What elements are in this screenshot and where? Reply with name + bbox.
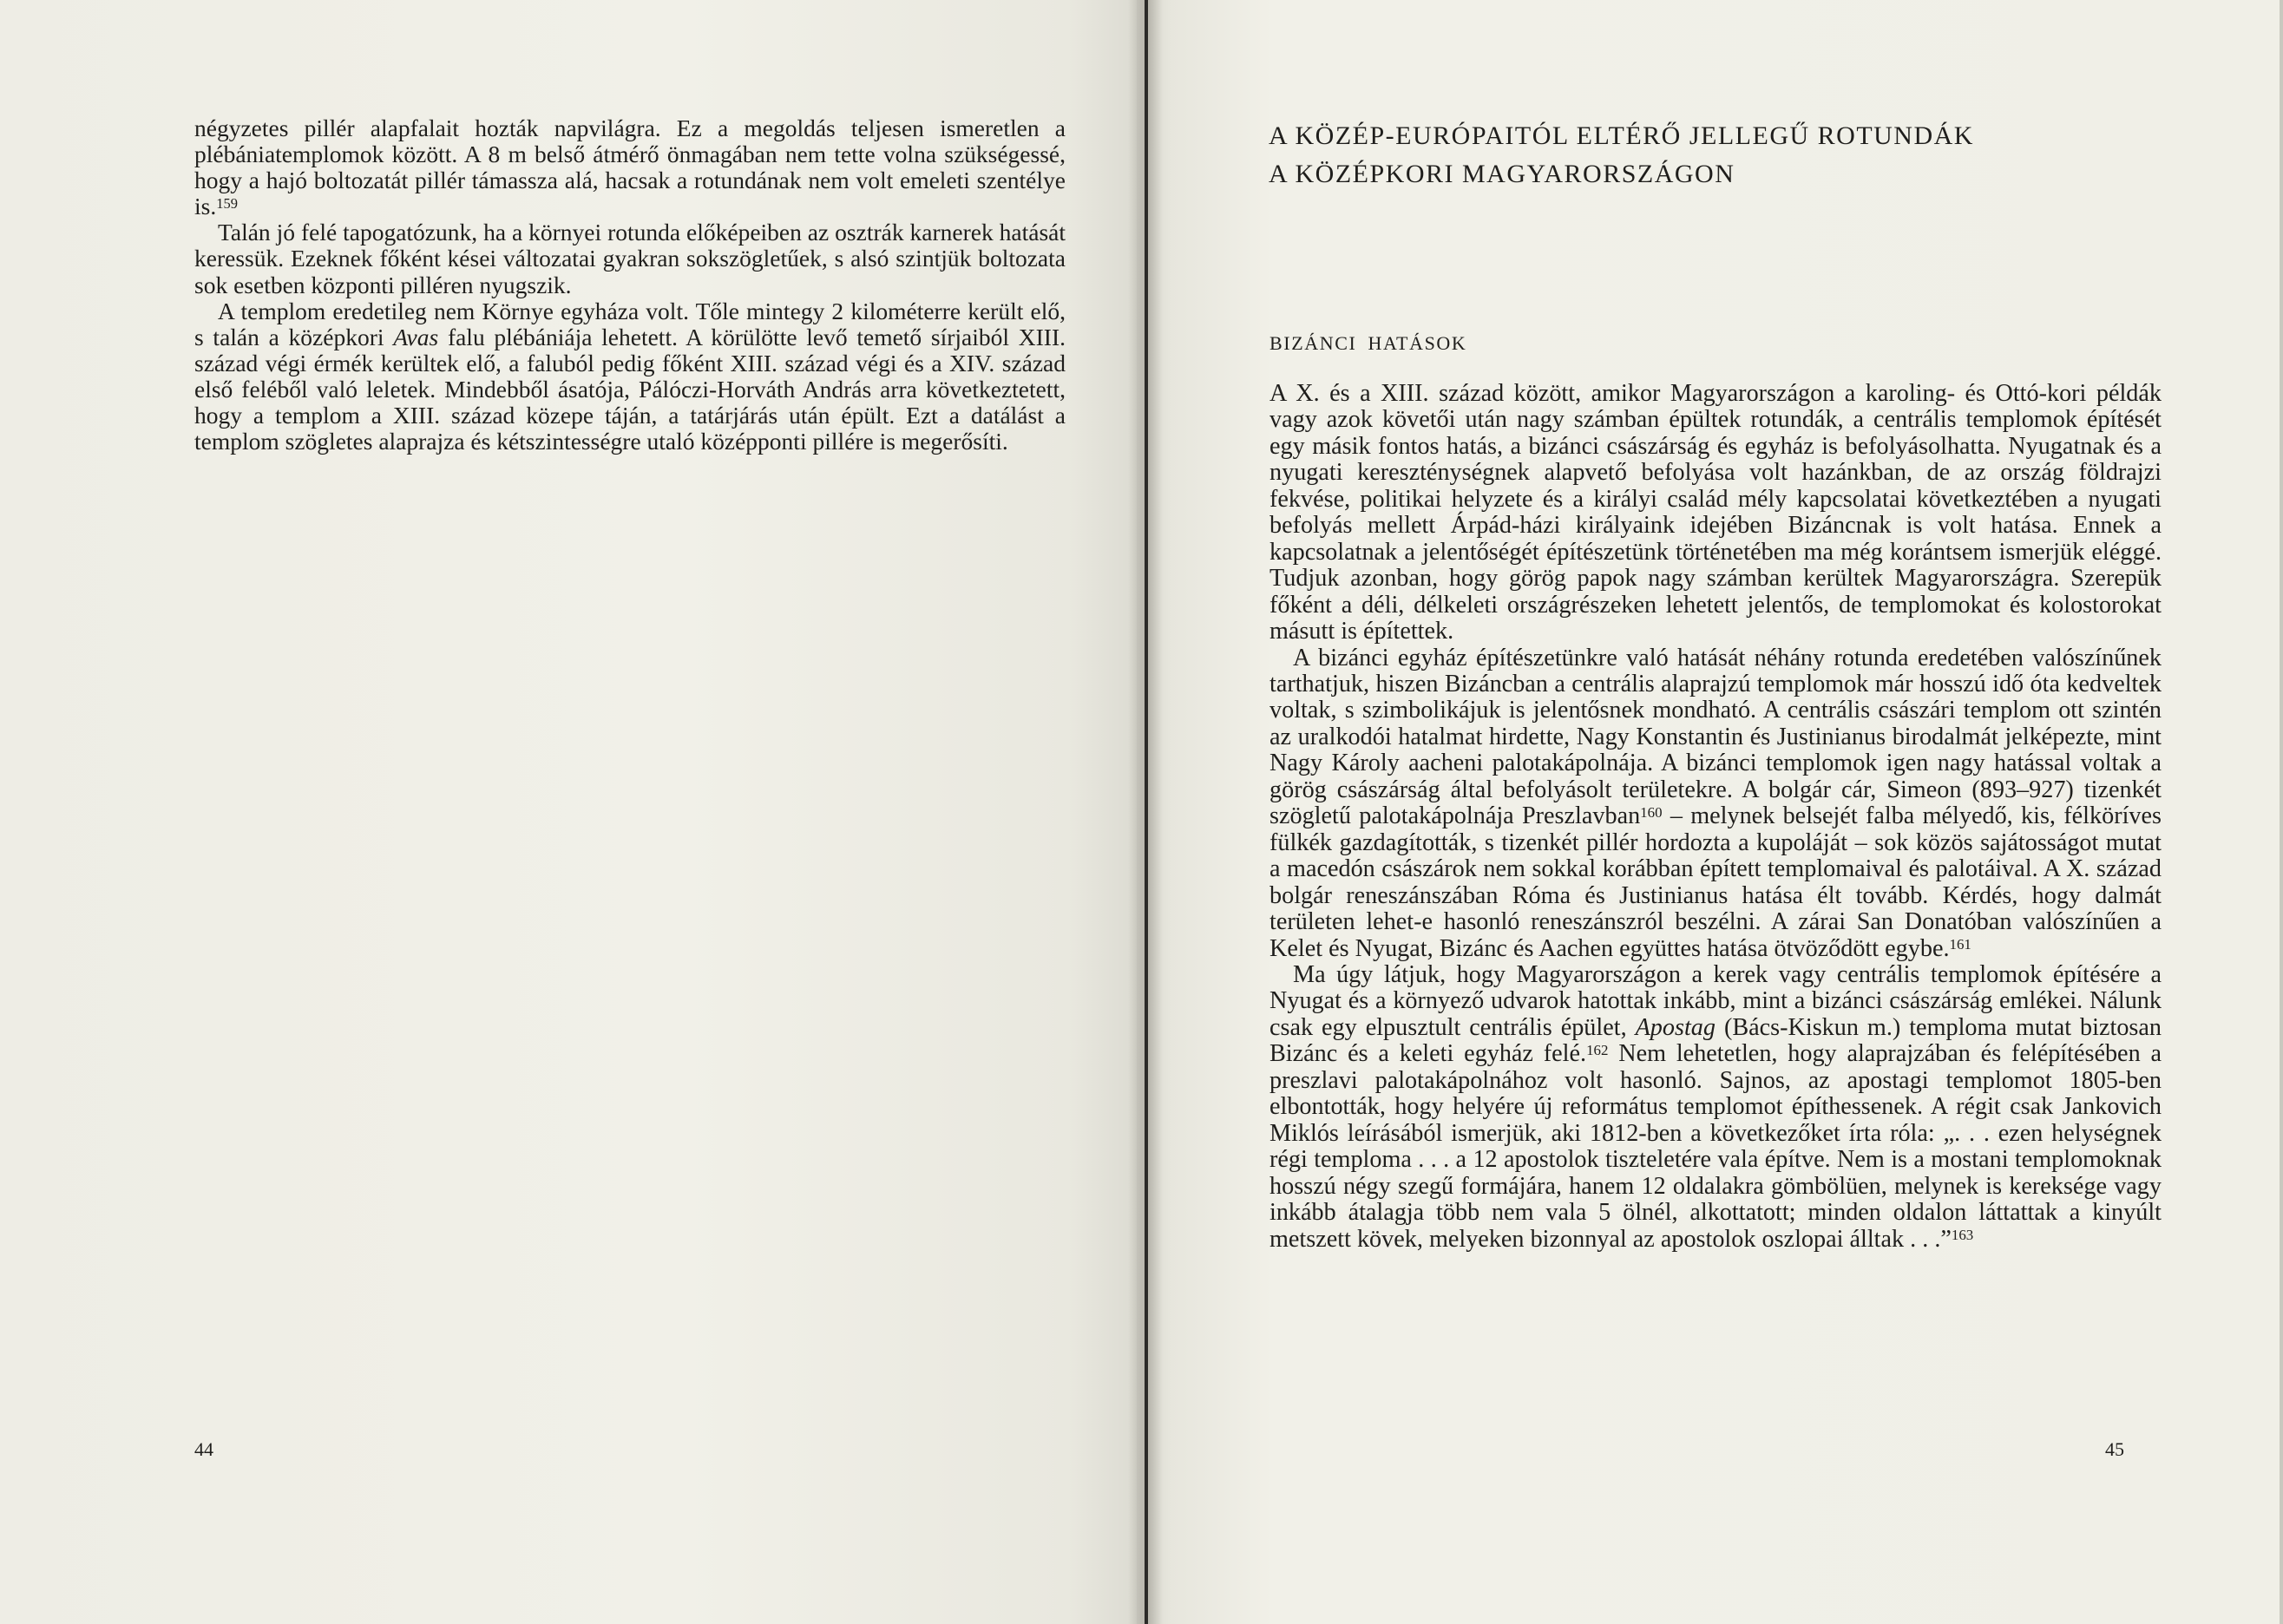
footnote-ref-162: 162 [1586,1041,1609,1058]
place-name-avas: Avas [393,323,439,350]
right-page-body [1269,381,2162,1253]
footnote-ref-161: 161 [1949,935,1971,953]
right-page-edge [2280,0,2283,1624]
book-spine-line [1145,0,1148,1624]
right-paragraph-2: A bizánci egyház építészetünkre való hatását néhány rotunda eredetében valószínűnek tarthatjuk, hiszen Bizáncban a centrális alaprajzú templomok már hosszú idő óta kedveltek voltak, s szimbolikájuk is jelentősnek mondható. A centrális császári templom ott szintén az uralkodói hatalmat hirdette, Nagy Konstantin és Justinianus birodalmát jelképezte, mint Nagy Károly aacheni palotakápolnája. A bizánci templomok igen nagy hatással voltak a görög császárság által befolyásolt területekre. A bolgár cár, Simeon (893–927) tizenkét szögletű palotakápolnája Preszlavban$^{160}$ – melynek belsejét falba mélyedő, kis, félköríves fülkék gazdagították, s tizenkét pillér hordozta a kupoláját – sok közös sajátosságot mutat a macedón császárok nem sokkal korábban épített templomaival és palotáival. A X. század bolgár reneszánszában Róma és Justinianus hatása élt tovább. Kérdés, hogy dalmát területen lehet-e hasonló reneszánszról beszélni. A zárai San Donatóban valószínűen a Kelet és Nyugat, Bizánc és Aachen együttes hatása ötvöződött egybe.$^{161}$ [1269,644,2162,962]
chapter-title-line-2: A KÖZÉPKORI MAGYARORSZÁGON [1269,160,1735,188]
place-name-apostag: Apostag [1635,1013,1716,1041]
page-number-right: 45 [2105,1438,2124,1460]
left-page-body [194,115,1066,455]
left-paragraph-3: A templom eredetileg nem Környe egyháza volt. Tőle mintegy 2 kilométerre került elő, s talán a középkori Avas falu plébániája lehetett. A körülötte levő temető sírjaiból XIII. század végi érmék kerültek elő, a faluból pedig főként XIII. század végi és a XIV. század első feléből való leletek. Mindebből ásatója, Pálóczi-Horváth András arra következtetett, hogy a templom a XIII. század közepe táján, a tatárjárás után épült. Ezt a datálást a templom szögletes alaprajza és kétszintességre utaló középponti pillére is megerősíti. [194,297,1066,455]
footnote-ref-163: 163 [1951,1226,1974,1243]
footnote-ref-160: 160 [1640,803,1663,821]
right-paragraph-1: A X. és a XIII. század között, amikor Magyarországon a karoling- és Ottó-kori példák vagy azok követői után nagy számban épültek rotundák, a centrális templomok építését egy másik fontos hatás, a bizánci császárság és egyház is befolyásolhatta. Nyugatnak és a nyugati kereszténységnek alapvető befolyása volt hazánkban, de az ország földrajzi fekvése, politikai helyzete és a királyi család mély kapcsolatai következtében a nyugati befolyás mellett Árpád-házi királyaink idejében Bizáncnak is volt hatása. Ennek a kapcsolatnak a jelentőségét építészetünk történetében ma még korántsem ismerjük eléggé. Tudjuk azonban, hogy görög papok nagy számban kerültek Magyarországra. Szerepük főként a déli, délkeleti országrészeken lehetett jelentős, de templomokat és kolostorokat másutt is építettek. [1269,380,2162,645]
chapter-title [1269,117,2136,193]
left-paragraph-1: négyzetes pillér alapfalait hozták napvilágra. Ez a megoldás teljesen ismeretlen a plébániatemplomok között. A 8 m belső átmérő önmagában nem tette volna szükségessé, hogy a hajó boltozatát pillér támassza alá, hacsak a rotundának nem volt emeleti szentélye is.$^{159}$ [194,115,1066,220]
section-heading: BIZÁNCI HATÁSOK [1269,332,1467,354]
left-paragraph-2: Talán jó felé tapogatózunk, ha a környei rotunda előképeiben az osztrák karnerek hatását keressük. Ezeknek főként kései változatai gyakran sokszögletűek, s alsó szintjük boltozata sok esetben központi pilléren nyugszik. [194,219,1066,298]
chapter-title-line-1: A KÖZÉP-EURÓPAITÓL ELTÉRŐ JELLEGŰ ROTUNDÁK [1269,121,1974,150]
right-paragraph-3: Ma úgy látjuk, hogy Magyarországon a kerek vagy centrális templomok építésére a Nyugat és a környező udvarok hatottak inkább, mint a bizánci császárság emlékei. Nálunk csak egy elpusztult centrális épület, Apostag (Bács-Kiskun m.) temploma mutat biztosan Bizánc és a keleti egyház felé.$^{162}$ Nem lehetetlen, hogy alaprajzában és felépítésében a preszlavi palotakápolnához volt hasonló. Sajnos, az apostagi templomot 1805-ben elbontották, hogy helyére új református templomot építhessenek. A régit csak Jankovich Miklós leírásából ismerjük, aki 1812-ben a következőket írta róla: „. . . ezen helységnek régi temploma . . . a 12 apostolok tiszteletére vala építve. Nem is a mostani templomoknak hosszú négy szegű formájára, hanem 12 oldalakra gömbölüen, melynek is kereksége vagy inkább átalagja több nem vala 5 ölnél, alkottatott; minden oldalon láttattak a kinyúlt metszett kövek, melyeken bizonnyal az apostolok oszlopai álltak . . .”$^{163}$ [1269,960,2162,1253]
page-number-left: 44 [194,1438,213,1460]
footnote-ref-159: 159 [216,194,238,212]
